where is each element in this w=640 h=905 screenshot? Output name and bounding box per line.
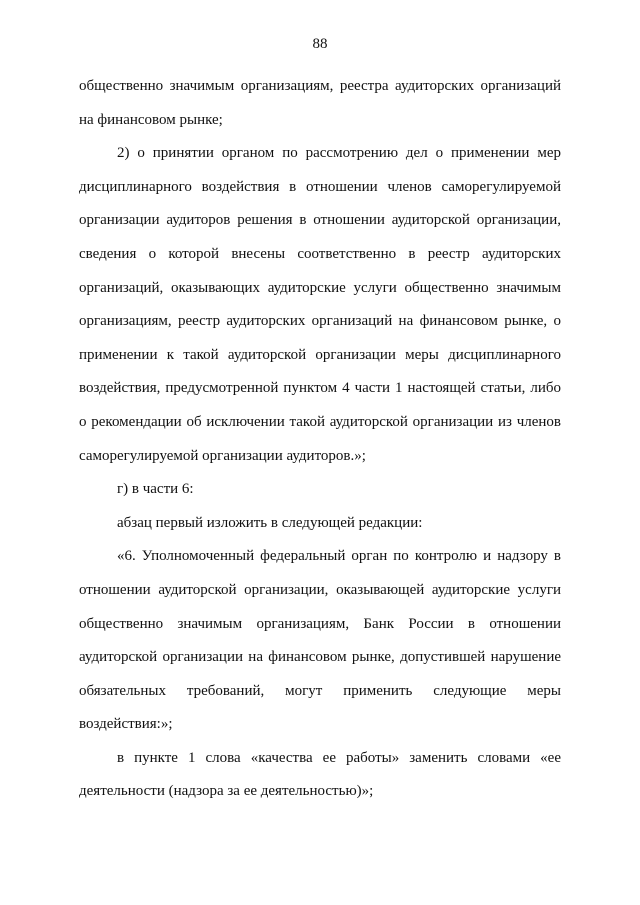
paragraph-item-2: 2) о принятии органом по рассмотрению дел о применении мер дисциплинарного воздействия в отношении членов саморегулируемой организации аудиторов решения в отношении аудиторской организации, сведения о которой внесены соответственно в реестр аудиторских организаций, оказывающих аудиторские услуги общественно значимым организациям, реестр аудиторских организаций на финансовом рынке, о применении к такой аудиторской организации меры дисциплинарного воздействия, предусмотренной пунктом 4 части 1 настоящей статьи, либо о рекомендации об исключении такой аудиторской организации из членов саморегулируемой организации аудиторов.»; — [79, 145, 561, 464]
paragraph-amendment-point-1: в пункте 1 слова «качества ее работы» заменить словами «ее деятельности (надзора за ее деятельностью)»; — [79, 749, 561, 800]
paragraph-instruction: абзац первый изложить в следующей редакции: — [117, 514, 423, 531]
paragraph-subitem-g: г) в части 6: — [117, 481, 194, 498]
document-body — [79, 70, 561, 809]
page-number: 88 — [312, 36, 328, 52]
paragraph-quoted-part-6: «6. Уполномоченный федеральный орган по контролю и надзору в отношении аудиторской организации, оказывающей аудиторские услуги общественно значимым организациям, Банк России в отношении аудиторской организации на финансовом рынке, допустившей нарушение обязательных требований, могут применить следующие меры воздействия:»; — [79, 548, 561, 733]
paragraph-continuation: общественно значимым организациям, реестра аудиторских организаций на финансовом рынке; — [79, 78, 561, 128]
